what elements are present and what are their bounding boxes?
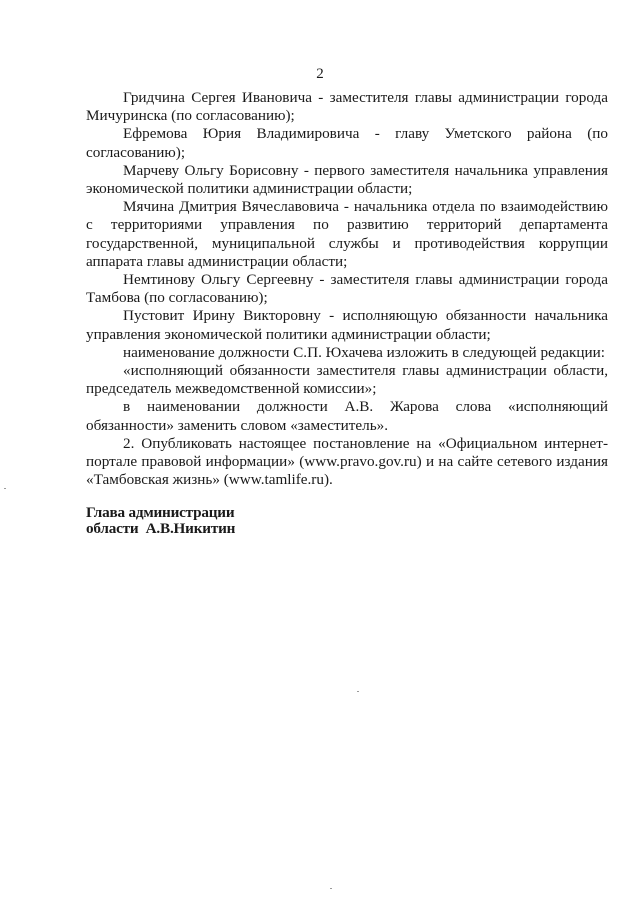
paragraph-efremov: Ефремова Юрия Владимировича - главу Уметского района (по согласованию); bbox=[86, 125, 608, 161]
page-number: 2 bbox=[316, 66, 324, 82]
scan-speck bbox=[357, 691, 359, 692]
paragraph-nemtinova: Немтинову Ольгу Сергеевну - заместителя главы администрации города Тамбова (по согласованию); bbox=[86, 271, 608, 307]
paragraph-yukhachev-new-title: «исполняющий обязанности заместителя главы администрации области, председатель межведомственной комиссии»; bbox=[86, 362, 608, 398]
paragraph-pustovit: Пустовит Ирину Викторовну - исполняющую обязанности начальника управления экономической политики администрации области; bbox=[86, 307, 608, 343]
paragraph-myachin: Мячина Дмитрия Вячеславовича - начальника отдела по взаимодействию с территориями управления по развитию территорий департамента государственной, муниципальной службы и противодействия коррупции аппарата главы администрации области; bbox=[86, 198, 608, 270]
document-body bbox=[86, 89, 608, 489]
paragraph-marcheva: Марчеву Ольгу Борисовну - первого заместителя начальника управления экономической политики администрации области; bbox=[86, 161, 608, 198]
signature-block bbox=[86, 505, 235, 536]
paragraph-gridchin: Гридчина Сергея Ивановича - заместителя главы администрации города Мичуринска (по согласованию); bbox=[86, 89, 608, 125]
signature-name: области А.В.Никитин bbox=[86, 519, 236, 537]
signature-title: Глава администрации bbox=[86, 504, 235, 521]
paragraph-zharov-rename: в наименовании должности А.В. Жарова слова «исполняющий обязанности» заменить словом «заместитель». bbox=[86, 398, 608, 434]
scan-speck bbox=[4, 488, 6, 489]
paragraph-yukhachev-rename: наименование должности С.П. Юхачева изложить в следующей редакции: bbox=[123, 343, 606, 361]
scan-speck bbox=[330, 888, 332, 889]
paragraph-publish: 2. Опубликовать настоящее постановление на «Официальном интернет-портале правовой информации» (www.pravo.gov.ru) и на сайте сетевого издания «Тамбовская жизнь» (www.tamlife.ru). bbox=[86, 434, 608, 489]
